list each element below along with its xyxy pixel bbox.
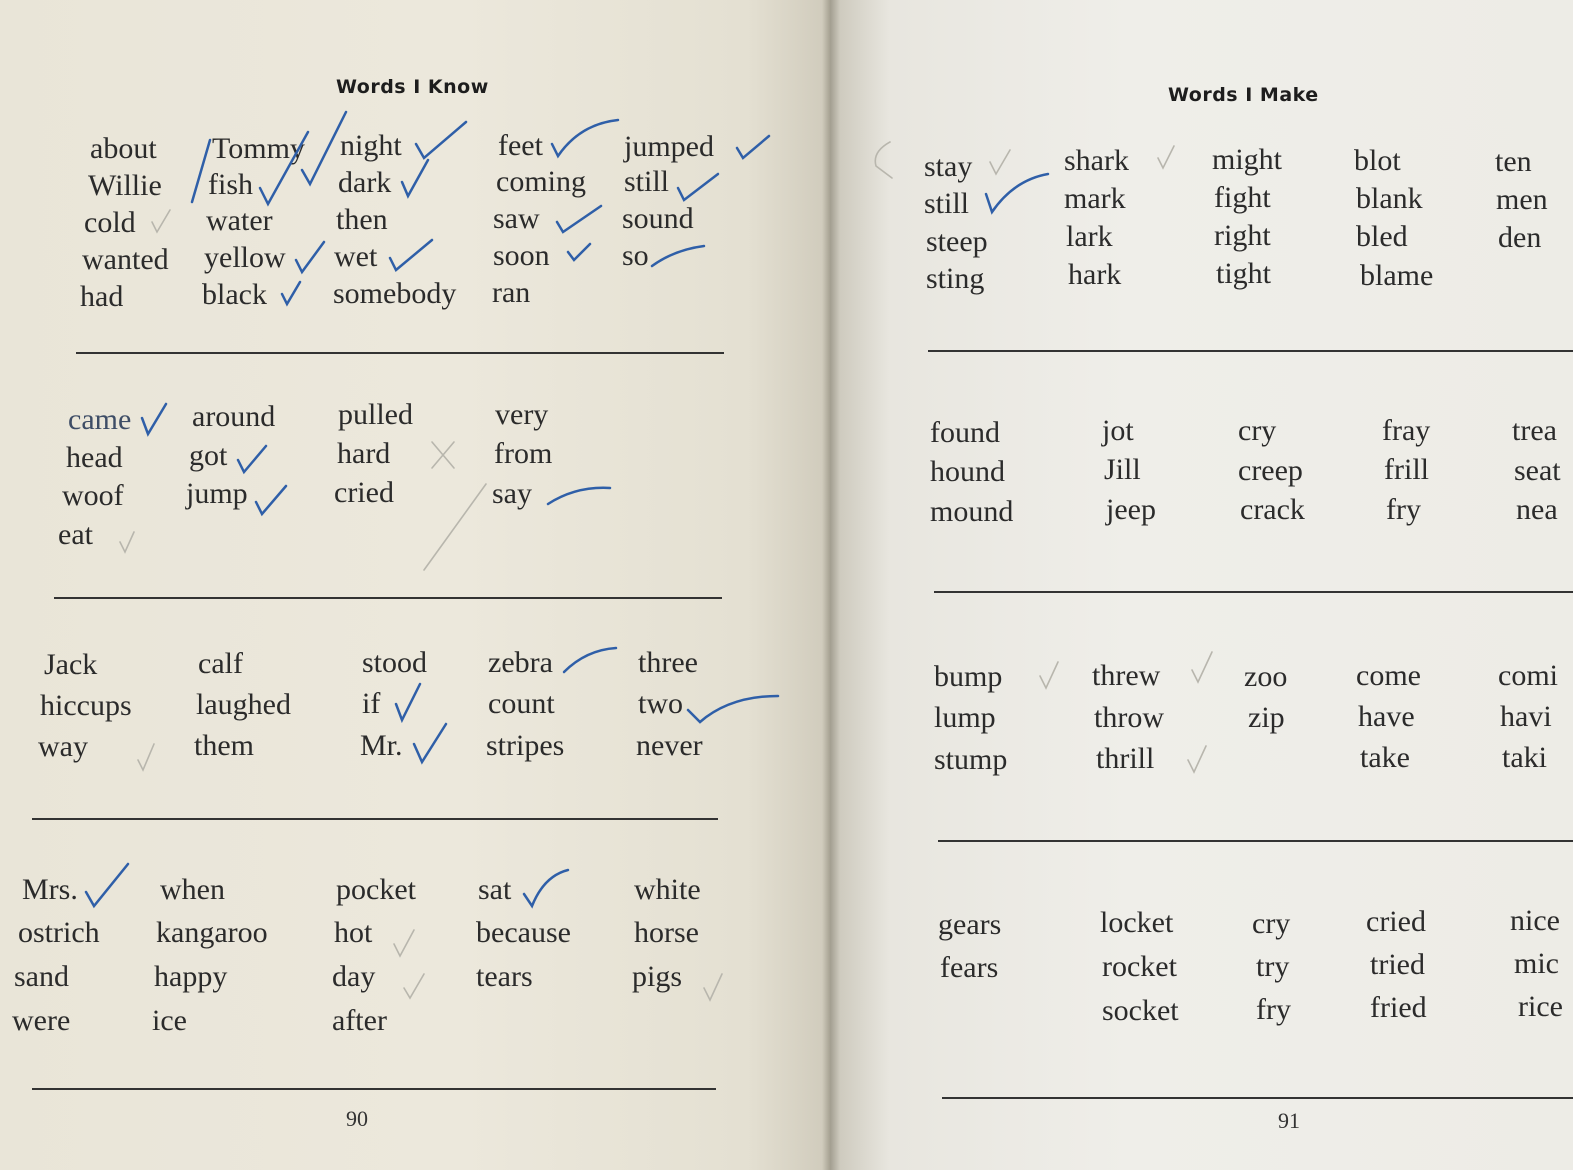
word: cried: [334, 476, 394, 509]
word: ran: [492, 276, 531, 309]
word: three: [638, 646, 698, 679]
faint-check-mark-icon: [402, 972, 426, 1000]
check-mark-icon: [140, 402, 168, 436]
word: cold: [84, 206, 136, 239]
word: pocket: [336, 873, 416, 906]
check-mark-icon: [388, 238, 434, 272]
word: coming: [496, 165, 586, 198]
word: thrill: [1096, 742, 1155, 775]
word: horse: [634, 916, 699, 949]
check-mark-icon: [400, 158, 430, 198]
word: men: [1496, 183, 1548, 216]
word: hard: [337, 437, 391, 470]
word: steep: [926, 225, 988, 258]
word: never: [636, 729, 703, 762]
word: cry: [1238, 414, 1277, 447]
section-divider: [54, 597, 722, 599]
word: zip: [1248, 701, 1285, 734]
word: havi: [1500, 700, 1552, 733]
word: count: [488, 687, 555, 720]
word: pulled: [338, 398, 413, 431]
word: head: [66, 441, 123, 474]
check-mark-icon: [686, 692, 780, 726]
word: take: [1360, 741, 1410, 774]
faint-check-mark-icon: [420, 480, 490, 580]
word: sat: [478, 873, 512, 906]
word: happy: [154, 960, 228, 993]
word: blank: [1356, 182, 1423, 215]
page-title: Words I Make: [1168, 84, 1319, 106]
section-divider: [76, 352, 724, 354]
word: fry: [1386, 493, 1421, 526]
word: woof: [62, 479, 124, 512]
check-mark-icon: [236, 444, 268, 474]
word: fears: [940, 951, 999, 984]
faint-check-mark-icon: [870, 140, 894, 180]
section-divider: [32, 818, 718, 820]
check-mark-icon: [550, 118, 620, 160]
word: then: [336, 203, 388, 236]
word: two: [638, 687, 683, 720]
word: sting: [926, 262, 985, 295]
word: sand: [14, 960, 69, 993]
word: comi: [1498, 659, 1558, 692]
word: taki: [1502, 741, 1547, 774]
word: fish: [208, 168, 253, 201]
word: Willie: [88, 169, 162, 202]
faint-check-mark-icon: [1186, 744, 1208, 774]
word: tight: [1216, 257, 1272, 290]
word: hark: [1068, 258, 1122, 291]
word: hiccups: [40, 689, 132, 722]
check-mark-icon: [676, 172, 720, 202]
word: around: [192, 400, 276, 433]
check-mark-icon: [84, 862, 130, 908]
section-divider: [928, 350, 1573, 352]
check-mark-icon: [412, 722, 448, 764]
word: when: [160, 873, 225, 906]
check-mark-icon: [984, 170, 1050, 216]
faint-check-mark-icon: [702, 972, 724, 1002]
word: eat: [58, 518, 93, 551]
word: throw: [1094, 701, 1164, 734]
right-page: [830, 0, 1573, 1170]
word: Jill: [1104, 453, 1141, 486]
word: if: [362, 687, 381, 720]
word: white: [634, 873, 701, 906]
word: sound: [622, 202, 694, 235]
word: because: [476, 916, 571, 949]
word: mark: [1064, 182, 1126, 215]
word: way: [38, 730, 88, 763]
word: ten: [1495, 145, 1532, 178]
faint-check-mark-icon: [118, 530, 136, 554]
word: found: [930, 416, 1000, 449]
word: fried: [1370, 991, 1427, 1024]
word: cried: [1366, 905, 1426, 938]
word: dark: [338, 166, 392, 199]
word: bled: [1356, 220, 1408, 253]
page-number: 91: [1278, 1108, 1300, 1133]
word: crack: [1240, 493, 1305, 526]
word: ostrich: [18, 916, 100, 949]
word: lark: [1066, 220, 1113, 253]
word: jeep: [1106, 493, 1156, 526]
word: stripes: [486, 729, 565, 762]
check-mark-icon: [254, 484, 288, 516]
word: mic: [1514, 947, 1559, 980]
check-mark-icon: [735, 134, 771, 162]
word: had: [80, 280, 124, 313]
word: seat: [1514, 454, 1561, 487]
word: zoo: [1244, 660, 1288, 693]
word: lump: [934, 701, 996, 734]
word: bump: [934, 660, 1003, 693]
word: stood: [362, 646, 428, 679]
word: mound: [930, 495, 1014, 528]
word: rocket: [1102, 950, 1177, 983]
section-divider: [32, 1088, 716, 1090]
word: gears: [938, 908, 1002, 941]
section-divider: [938, 840, 1573, 842]
word: hot: [334, 916, 373, 949]
word: fight: [1214, 181, 1271, 214]
word: about: [90, 132, 157, 165]
word: wanted: [82, 243, 169, 276]
section-divider: [934, 591, 1573, 593]
word: them: [194, 729, 254, 762]
faint-check-mark-icon: [1038, 660, 1060, 690]
word: trea: [1512, 414, 1557, 447]
check-mark-icon: [394, 682, 422, 722]
word: calf: [198, 647, 243, 680]
check-mark-icon: [414, 118, 468, 162]
check-mark-icon: [555, 204, 603, 234]
check-mark-icon: [562, 646, 618, 676]
word: say: [492, 477, 532, 510]
word: very: [495, 398, 549, 431]
word: day: [332, 960, 376, 993]
word: ice: [152, 1004, 187, 1037]
word: might: [1212, 143, 1283, 176]
word: Mrs.: [22, 873, 78, 906]
faint-check-mark-icon: [1190, 650, 1214, 684]
faint-check-mark-icon: [136, 742, 156, 772]
word: socket: [1102, 994, 1179, 1027]
word: Mr.: [360, 729, 403, 762]
faint-check-mark-icon: [150, 208, 172, 234]
word: pigs: [632, 960, 683, 993]
word: from: [494, 437, 553, 470]
check-mark-icon: [566, 242, 592, 262]
word: hound: [930, 455, 1005, 488]
word: water: [206, 204, 273, 237]
word: still: [924, 187, 970, 220]
word: fry: [1256, 993, 1291, 1026]
word: so: [622, 239, 649, 272]
check-mark-icon: [546, 484, 612, 508]
faint-check-mark-icon: [988, 148, 1012, 176]
word: still: [624, 165, 670, 198]
faint-check-mark-icon: [1156, 144, 1176, 170]
word: right: [1214, 219, 1271, 252]
word: night: [340, 129, 402, 162]
word: yellow: [204, 241, 286, 274]
word: threw: [1092, 659, 1161, 692]
word: creep: [1238, 454, 1303, 487]
faint-check-mark-icon: [392, 928, 416, 958]
check-mark-icon: [522, 866, 570, 908]
word: soon: [493, 239, 550, 272]
word: tried: [1370, 948, 1425, 981]
faint-check-mark-icon: [430, 440, 456, 470]
word: zebra: [488, 646, 553, 679]
word: jumped: [624, 130, 714, 163]
word: have: [1358, 700, 1415, 733]
word: jot: [1102, 414, 1134, 447]
word: kangaroo: [156, 916, 268, 949]
word: somebody: [333, 277, 457, 310]
word: try: [1256, 950, 1290, 983]
word: stump: [934, 743, 1008, 776]
word: shark: [1064, 144, 1129, 177]
word: stay: [924, 150, 973, 183]
word: Tommy: [212, 132, 305, 165]
word: wet: [334, 240, 378, 273]
word: rice: [1518, 990, 1563, 1023]
word: feet: [498, 129, 543, 162]
word: blame: [1360, 259, 1434, 292]
book-spine: [822, 0, 840, 1170]
word: blot: [1354, 144, 1401, 177]
word: came: [68, 403, 132, 436]
page-number: 90: [346, 1106, 368, 1131]
check-mark-icon: [294, 240, 326, 274]
word: jump: [186, 477, 248, 510]
word: cry: [1252, 907, 1291, 940]
word: after: [332, 1004, 387, 1037]
check-mark-icon: [650, 244, 706, 270]
word: locket: [1100, 906, 1174, 939]
word: got: [189, 439, 228, 472]
word: frill: [1384, 453, 1429, 486]
page-title: Words I Know: [336, 76, 489, 98]
word: black: [202, 278, 267, 311]
word: come: [1356, 659, 1421, 692]
word: laughed: [196, 688, 291, 721]
word: den: [1498, 221, 1542, 254]
word: were: [12, 1004, 71, 1037]
word: nea: [1516, 493, 1558, 526]
check-mark-icon: [280, 280, 302, 306]
word: fray: [1382, 414, 1431, 447]
word: tears: [476, 960, 533, 993]
word: saw: [493, 202, 540, 235]
word: Jack: [44, 648, 98, 681]
section-divider: [942, 1097, 1573, 1099]
word: nice: [1510, 904, 1560, 937]
